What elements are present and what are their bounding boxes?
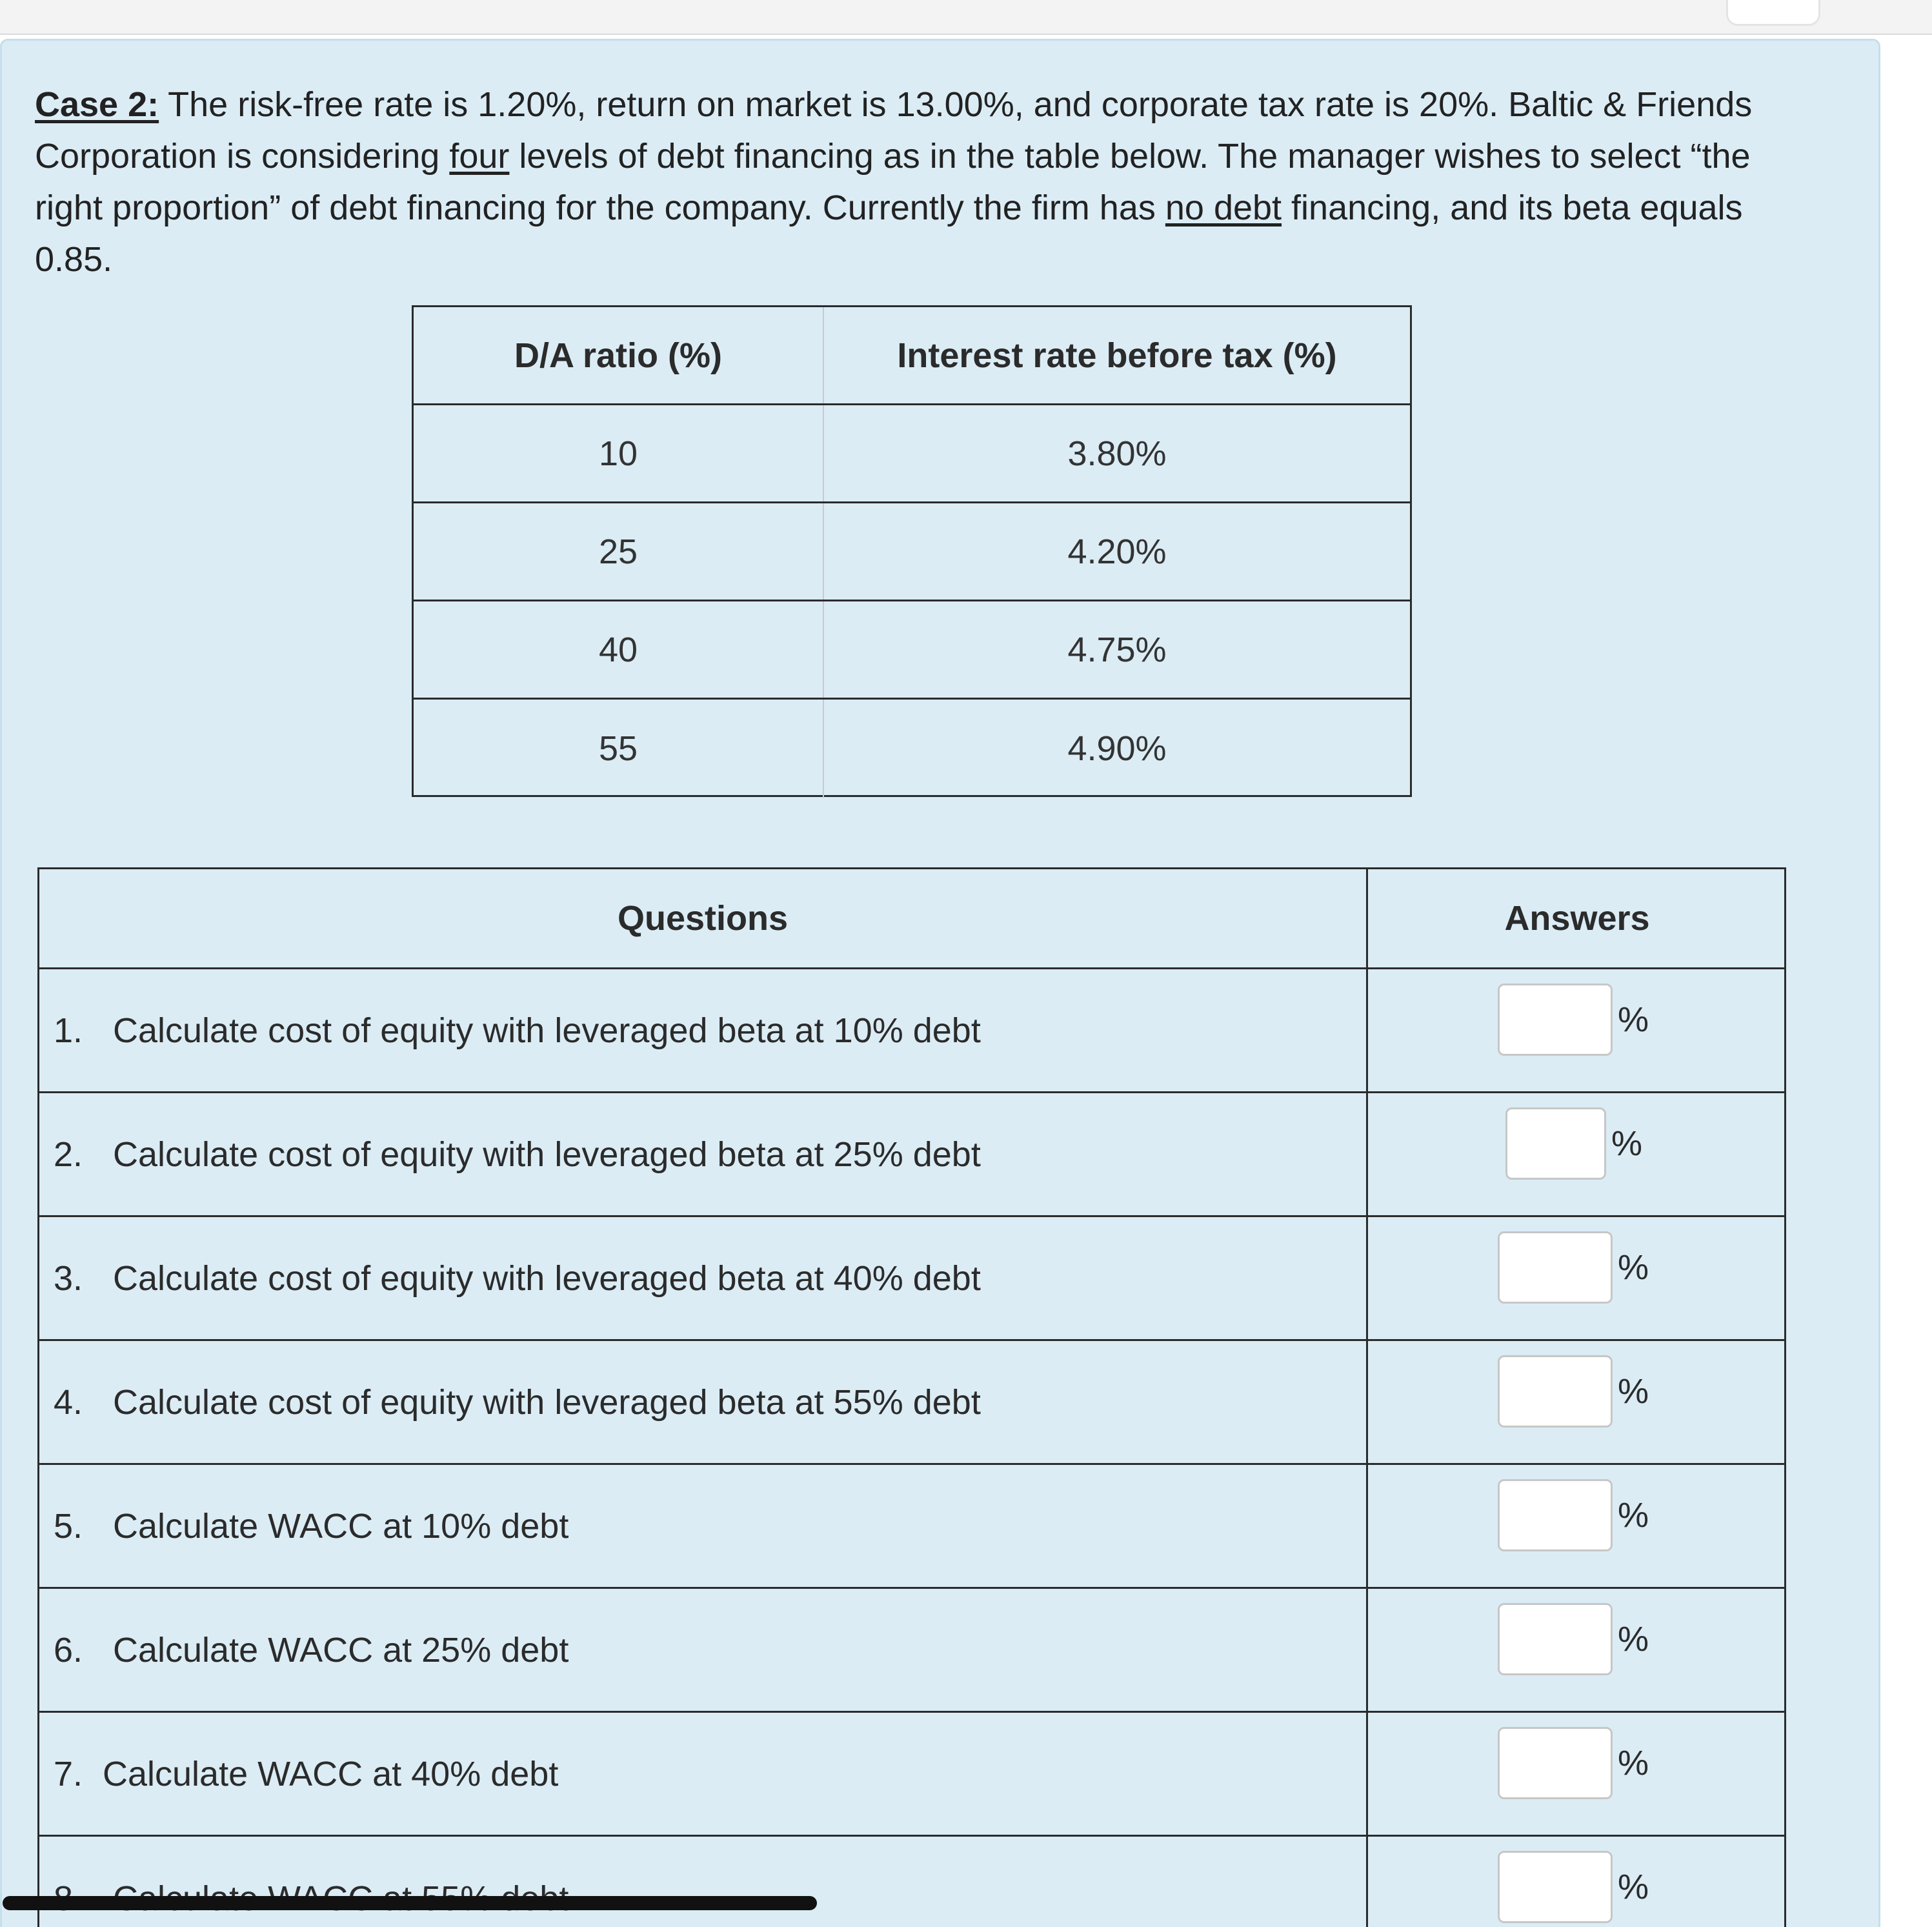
question-row (39, 1217, 1784, 1341)
question-row (39, 969, 1784, 1093)
da-ratio-cell: 10 (414, 405, 824, 501)
interest-rate-cell: 4.75% (1067, 630, 1167, 669)
answer-input-5[interactable] (1498, 1479, 1613, 1551)
question-row (39, 1465, 1784, 1589)
question-row (39, 1589, 1784, 1713)
intro-text-3: financing, and its beta equals 0.85. (35, 188, 1743, 279)
case-label: Case 2: (35, 85, 159, 124)
question-text: Calculate cost of equity with leveraged beta at 55% debt (113, 1382, 981, 1422)
header-questions: Questions (617, 899, 789, 938)
question-text: Calculate WACC at 25% debt (113, 1630, 569, 1670)
header-da-ratio: D/A ratio (%) (414, 307, 824, 403)
answer-input-3[interactable] (1498, 1231, 1613, 1304)
answer-input-7[interactable] (1498, 1727, 1613, 1799)
question-row (39, 1341, 1784, 1465)
percent-unit: % (1618, 1620, 1649, 1659)
question-text: Calculate cost of equity with leveraged beta at 25% debt (113, 1135, 981, 1174)
question-number: 5. (54, 1506, 83, 1546)
question-text: Calculate cost of equity with leveraged beta at 40% debt (113, 1258, 981, 1298)
debt-table-row (414, 405, 1410, 503)
percent-unit: % (1618, 1496, 1649, 1535)
answer-input-8[interactable] (1498, 1851, 1613, 1923)
da-ratio-cell: 55 (414, 700, 824, 798)
avatar[interactable] (1726, 0, 1820, 26)
question-number: 1. (54, 1011, 83, 1050)
question-text (113, 1837, 569, 1927)
question-number (54, 1837, 83, 1927)
percent-unit: % (1611, 1124, 1643, 1163)
questions-table (37, 867, 1786, 1927)
question-row (39, 1837, 1784, 1927)
intro-underline-no-debt: no debt (1165, 188, 1282, 227)
answer-input-4[interactable] (1498, 1355, 1613, 1428)
percent-unit: % (1618, 1000, 1649, 1039)
percent-unit: % (1618, 1248, 1649, 1287)
percent-unit: % (1618, 1868, 1649, 1906)
interest-rate-cell: 4.90% (1067, 729, 1167, 768)
percent-unit: % (1618, 1744, 1649, 1782)
percent-unit: % (1618, 1372, 1649, 1411)
questions-table-header (39, 869, 1784, 969)
question-number: 3. (54, 1258, 83, 1298)
top-bar (0, 0, 1932, 35)
intro-text-2: levels of debt financing as in the table below. The manager wishes to select “the right proportion” of debt financing for the company. Currently the firm has (35, 137, 1751, 227)
question-number: 2. (54, 1135, 83, 1174)
debt-levels-table (412, 305, 1412, 797)
header-interest-rate: Interest rate before tax (%) (897, 336, 1337, 375)
question-text: Calculate WACC at 40% debt (103, 1754, 559, 1793)
question-number: 4. (54, 1382, 83, 1422)
intro-text-1: The risk-free rate is 1.20%, return on market is 13.00%, and corporate tax rate is 20%. Baltic & Friends Corporation is considering (35, 85, 1753, 176)
da-ratio-cell: 40 (414, 601, 824, 698)
interest-rate-cell: 3.80% (1067, 434, 1167, 473)
debt-table-row (414, 601, 1410, 700)
question-number: 6. (54, 1630, 83, 1670)
answer-input-2[interactable] (1505, 1107, 1606, 1180)
question-text: Calculate cost of equity with leveraged beta at 10% debt (113, 1011, 981, 1050)
header-answers: Answers (1504, 899, 1650, 938)
debt-table-row (414, 503, 1410, 601)
da-ratio-cell: 25 (414, 503, 824, 600)
scroll-indicator[interactable] (3, 1896, 817, 1910)
question-row (39, 1093, 1784, 1217)
question-row (39, 1713, 1784, 1837)
intro-underline-four: four (449, 137, 510, 176)
answer-input-6[interactable] (1498, 1603, 1613, 1675)
debt-table-header (414, 307, 1410, 405)
answer-input-1[interactable] (1498, 984, 1613, 1056)
question-number: 7. (54, 1754, 83, 1793)
interest-rate-cell: 4.20% (1067, 532, 1167, 571)
case-description (35, 79, 1790, 285)
debt-table-row (414, 700, 1410, 798)
question-text: Calculate WACC at 10% debt (113, 1506, 569, 1546)
